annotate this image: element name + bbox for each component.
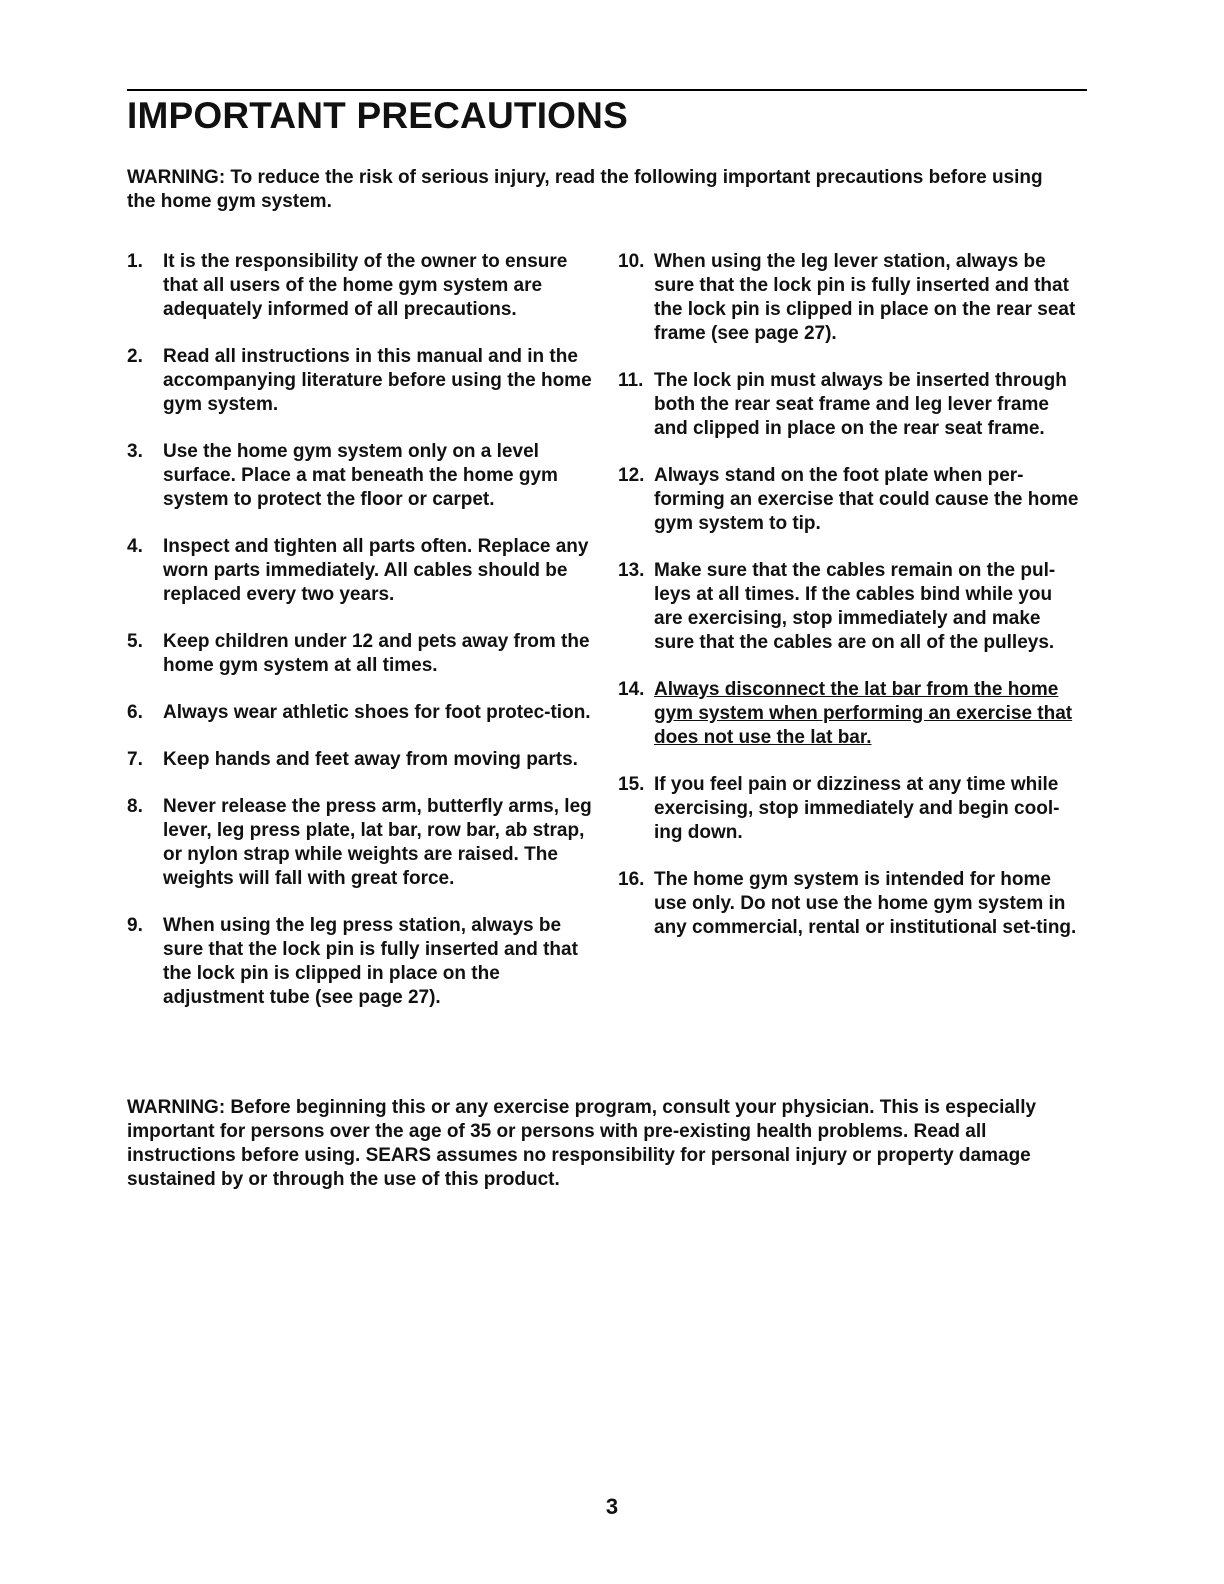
item-text: Read all instructions in this manual and in the accompanying literature before using the home gym system. xyxy=(163,346,592,415)
item-text: Make sure that the cables remain on the pul-leys at all times. If the cables bind while you are exercising, stop immediately and make sure that the cables are on all of the pulleys. xyxy=(654,560,1056,653)
item-text: When using the leg lever station, always be sure that the lock pin is fully inserted and that the lock pin is clipped in place on the rear seat frame (see page 27). xyxy=(654,251,1076,344)
precaution-item xyxy=(127,701,592,725)
precautions-right-column xyxy=(618,250,1083,963)
item-number: 14. xyxy=(618,679,645,700)
item-text: Keep children under 12 and pets away from the home gym system at all times. xyxy=(163,631,590,676)
precaution-item xyxy=(618,773,1083,845)
page-number: 3 xyxy=(605,1494,619,1519)
precaution-item xyxy=(618,464,1083,536)
item-number: 10. xyxy=(618,251,645,272)
item-number: 15. xyxy=(618,774,645,795)
item-number: 7. xyxy=(127,749,143,770)
item-text: Keep hands and feet away from moving parts. xyxy=(163,749,578,770)
item-number: 12. xyxy=(618,465,645,486)
item-number: 8. xyxy=(127,796,143,817)
item-number: 16. xyxy=(618,869,645,890)
warning-intro: WARNING: To reduce the risk of serious injury, read the following important precautions before using the home gym system. xyxy=(127,167,1043,212)
page-title: IMPORTANT PRECAUTIONS xyxy=(127,95,628,136)
item-number: 11. xyxy=(618,370,644,391)
item-number: 3. xyxy=(127,441,143,462)
precaution-item xyxy=(618,369,1083,441)
precaution-item xyxy=(618,868,1083,940)
warning-footer: WARNING: Before beginning this or any exercise program, consult your physician. This is especially important for persons over the age of 35 or persons with pre-existing health problems. Read all instructions before using. SEARS assumes no responsibility for personal injury or property damage sustained by or through the use of this product. xyxy=(127,1097,1037,1190)
item-text: Use the home gym system only on a level surface. Place a mat beneath the home gym system to protect the floor or carpet. xyxy=(163,441,558,510)
item-text: Always stand on the foot plate when per-forming an exercise that could cause the home gym system to tip. xyxy=(654,465,1079,534)
precaution-item xyxy=(127,630,592,678)
item-text: The lock pin must always be inserted through both the rear seat frame and leg lever frame and clipped in place on the rear seat frame. xyxy=(654,370,1067,439)
item-number: 2. xyxy=(127,346,143,367)
precaution-item xyxy=(127,795,592,891)
item-text: Always wear athletic shoes for foot protec-tion. xyxy=(163,702,591,723)
item-number: 13. xyxy=(618,560,645,581)
item-number: 6. xyxy=(127,702,143,723)
precautions-left-column xyxy=(127,250,592,1033)
title-rule xyxy=(127,89,1087,91)
precaution-item xyxy=(127,345,592,417)
item-text: When using the leg press station, always be sure that the lock pin is fully inserted and that the lock pin is clipped in place on the adjustment tube (see page 27). xyxy=(163,915,578,1008)
item-text: The home gym system is intended for home use only. Do not use the home gym system in any commercial, rental or institutional set-ting. xyxy=(654,869,1077,938)
item-number: 1. xyxy=(127,251,143,272)
precaution-item xyxy=(127,250,592,322)
item-number: 9. xyxy=(127,915,143,936)
item-text: Inspect and tighten all parts often. Replace any worn parts immediately. All cables should be replaced every two years. xyxy=(163,536,589,605)
item-text: Never release the press arm, butterfly arms, leg lever, leg press plate, lat bar, row bar, ab strap, or nylon strap while weights are raised. The weights will fall with great force. xyxy=(163,796,592,889)
precaution-item xyxy=(127,440,592,512)
item-text-underlined: Always disconnect the lat bar from the home gym system when performing an exercise that does not use the lat bar. xyxy=(654,679,1073,748)
precaution-item xyxy=(127,914,592,1010)
item-text: If you feel pain or dizziness at any time while exercising, stop immediately and begin cool-ing down. xyxy=(654,774,1060,843)
precaution-item xyxy=(618,559,1083,655)
precaution-item xyxy=(127,748,592,772)
item-number: 4. xyxy=(127,536,143,557)
item-text: It is the responsibility of the owner to ensure that all users of the home gym system are adequately informed of all precautions. xyxy=(163,251,568,320)
precaution-item xyxy=(618,250,1083,346)
item-number: 5. xyxy=(127,631,143,652)
precaution-item xyxy=(127,535,592,607)
precaution-item xyxy=(618,678,1083,750)
